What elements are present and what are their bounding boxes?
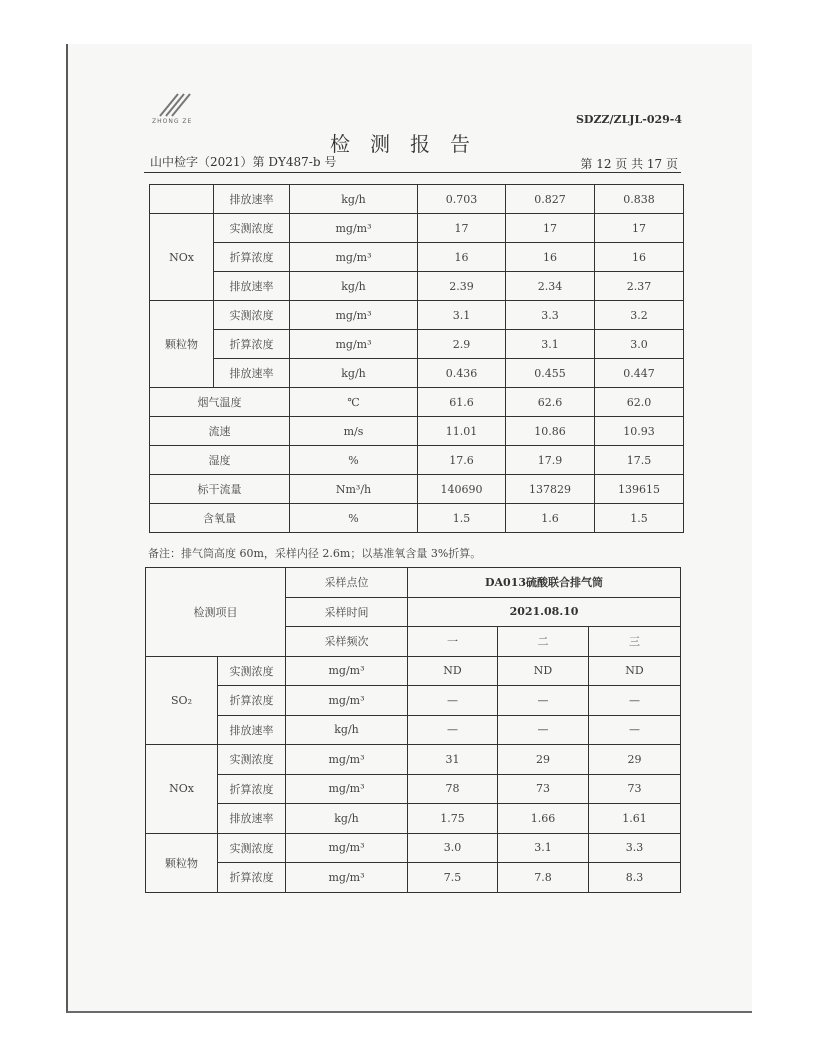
unit-cell: mg/m³ (290, 243, 418, 272)
value-cell: — (498, 715, 589, 745)
table-row (150, 243, 684, 272)
unit-cell: ℃ (290, 388, 418, 417)
value-cell: ND (589, 656, 681, 686)
unit-cell: mg/m³ (286, 656, 408, 686)
value-cell: 29 (589, 745, 681, 775)
table-row (150, 330, 684, 359)
sampling-point-cell: DA013硫酸联合排气筒 (408, 568, 681, 598)
table-row (150, 417, 684, 446)
item-cell: 折算浓度 (218, 863, 286, 893)
value-cell: 1.6 (506, 504, 595, 533)
value-cell: 16 (506, 243, 595, 272)
value-cell: 17.6 (418, 446, 506, 475)
item-cell: 排放速率 (218, 804, 286, 834)
freq-cell: 三 (589, 627, 681, 657)
report-number: 山中检字（2021）第 DY487-b 号 (150, 155, 337, 169)
value-cell: 137829 (506, 475, 595, 504)
value-cell: — (498, 686, 589, 716)
value-cell: 10.93 (595, 417, 684, 446)
value-cell: — (589, 715, 681, 745)
value-cell: 2.39 (418, 272, 506, 301)
item-cell: 实测浓度 (214, 301, 290, 330)
value-cell: 1.61 (589, 804, 681, 834)
value-cell: 3.0 (408, 833, 498, 863)
sampling-date-cell: 2021.08.10 (408, 597, 681, 627)
table-note: 备注：排气筒高度 60m，采样内径 2.6m；以基准氧含量 3%折算。 (148, 547, 482, 560)
value-cell: 140690 (418, 475, 506, 504)
value-cell: 2.37 (595, 272, 684, 301)
item-cell: 标干流量 (150, 475, 290, 504)
item-cell: 排放速率 (218, 715, 286, 745)
value-cell: 31 (408, 745, 498, 775)
table-row (146, 833, 681, 863)
page-info: 第 12 页 共 17 页 (580, 157, 678, 171)
item-cell: 流速 (150, 417, 290, 446)
table-row (150, 301, 684, 330)
table-row (146, 863, 681, 893)
table-row (146, 715, 681, 745)
value-cell: 62.0 (595, 388, 684, 417)
label-cell: 采样频次 (286, 627, 408, 657)
table-row (150, 446, 684, 475)
unit-cell: % (290, 504, 418, 533)
table-row (150, 504, 684, 533)
value-cell: 3.1 (418, 301, 506, 330)
value-cell: 73 (498, 774, 589, 804)
page-title: 检测报告 (330, 132, 490, 156)
item-cell: 实测浓度 (218, 833, 286, 863)
value-cell: 2.9 (418, 330, 506, 359)
value-cell: — (408, 686, 498, 716)
value-cell: 29 (498, 745, 589, 775)
label-cell: 采样时间 (286, 597, 408, 627)
value-cell: 0.455 (506, 359, 595, 388)
table-row (146, 568, 681, 598)
value-cell: 17.5 (595, 446, 684, 475)
group-cell: SO₂ (146, 656, 218, 745)
unit-cell: Nm³/h (290, 475, 418, 504)
value-cell: — (408, 715, 498, 745)
value-cell: 0.703 (418, 185, 506, 214)
table-row (150, 272, 684, 301)
unit-cell: mg/m³ (286, 833, 408, 863)
value-cell: 17.9 (506, 446, 595, 475)
value-cell: 10.86 (506, 417, 595, 446)
value-cell: 16 (595, 243, 684, 272)
item-cell: 排放速率 (214, 272, 290, 301)
unit-cell: kg/h (290, 185, 418, 214)
value-cell: 78 (408, 774, 498, 804)
value-cell: 3.1 (498, 833, 589, 863)
value-cell: 73 (589, 774, 681, 804)
value-cell: 139615 (595, 475, 684, 504)
value-cell: 62.6 (506, 388, 595, 417)
value-cell: ND (408, 656, 498, 686)
item-cell: 含氧量 (150, 504, 290, 533)
table-row (150, 388, 684, 417)
unit-cell: mg/m³ (290, 301, 418, 330)
unit-cell: mg/m³ (286, 863, 408, 893)
item-cell: 折算浓度 (218, 686, 286, 716)
freq-cell: 一 (408, 627, 498, 657)
item-cell: 折算浓度 (214, 330, 290, 359)
freq-cell: 二 (498, 627, 589, 657)
unit-cell: mg/m³ (286, 686, 408, 716)
item-cell: 排放速率 (214, 185, 290, 214)
value-cell: 3.3 (589, 833, 681, 863)
unit-cell: mg/m³ (286, 745, 408, 775)
value-cell: 3.0 (595, 330, 684, 359)
value-cell: 1.5 (418, 504, 506, 533)
unit-cell: mg/m³ (286, 774, 408, 804)
value-cell: 61.6 (418, 388, 506, 417)
value-cell: 16 (418, 243, 506, 272)
item-cell: 实测浓度 (214, 214, 290, 243)
value-cell: 1.66 (498, 804, 589, 834)
unit-cell: mg/m³ (290, 330, 418, 359)
value-cell: 3.3 (506, 301, 595, 330)
unit-cell: kg/h (286, 804, 408, 834)
item-cell: 实测浓度 (218, 745, 286, 775)
item-cell: 折算浓度 (214, 243, 290, 272)
table-row (146, 804, 681, 834)
value-cell: 0.436 (418, 359, 506, 388)
unit-cell: mg/m³ (290, 214, 418, 243)
table-row (150, 359, 684, 388)
table-row (146, 774, 681, 804)
group-cell: 颗粒物 (146, 833, 218, 892)
value-cell: 3.2 (595, 301, 684, 330)
logo-text: ZHONG ZE (152, 118, 193, 125)
unit-cell: % (290, 446, 418, 475)
unit-cell: kg/h (286, 715, 408, 745)
table-row (146, 686, 681, 716)
item-cell: 排放速率 (214, 359, 290, 388)
value-cell: 0.447 (595, 359, 684, 388)
value-cell: 17 (595, 214, 684, 243)
header-rule (144, 172, 681, 173)
label-cell: 采样点位 (286, 568, 408, 598)
results-table-1 (149, 184, 684, 533)
group-cell: NOx (146, 745, 218, 834)
item-cell: 烟气温度 (150, 388, 290, 417)
value-cell: 3.1 (506, 330, 595, 359)
unit-cell: kg/h (290, 272, 418, 301)
value-cell: 11.01 (418, 417, 506, 446)
results-table-2 (145, 567, 681, 893)
table-row (150, 214, 684, 243)
value-cell: 1.5 (595, 504, 684, 533)
group-cell: 颗粒物 (150, 301, 214, 388)
value-cell: 7.5 (408, 863, 498, 893)
value-cell: 17 (506, 214, 595, 243)
value-cell: 17 (418, 214, 506, 243)
item-cell: 实测浓度 (218, 656, 286, 686)
unit-cell: m/s (290, 417, 418, 446)
table-row (150, 475, 684, 504)
group-cell: NOx (150, 214, 214, 301)
header-item-cell: 检测项目 (146, 568, 286, 657)
value-cell: — (589, 686, 681, 716)
value-cell: 1.75 (408, 804, 498, 834)
value-cell: ND (498, 656, 589, 686)
item-cell: 折算浓度 (218, 774, 286, 804)
document-code: SDZZ/ZLJL-029-4 (575, 113, 682, 126)
value-cell: 8.3 (589, 863, 681, 893)
item-cell: 湿度 (150, 446, 290, 475)
table-row (150, 185, 684, 214)
table-row (146, 745, 681, 775)
value-cell: 0.838 (595, 185, 684, 214)
group-cell (150, 185, 214, 214)
table-row (146, 656, 681, 686)
value-cell: 7.8 (498, 863, 589, 893)
unit-cell: kg/h (290, 359, 418, 388)
value-cell: 0.827 (506, 185, 595, 214)
value-cell: 2.34 (506, 272, 595, 301)
